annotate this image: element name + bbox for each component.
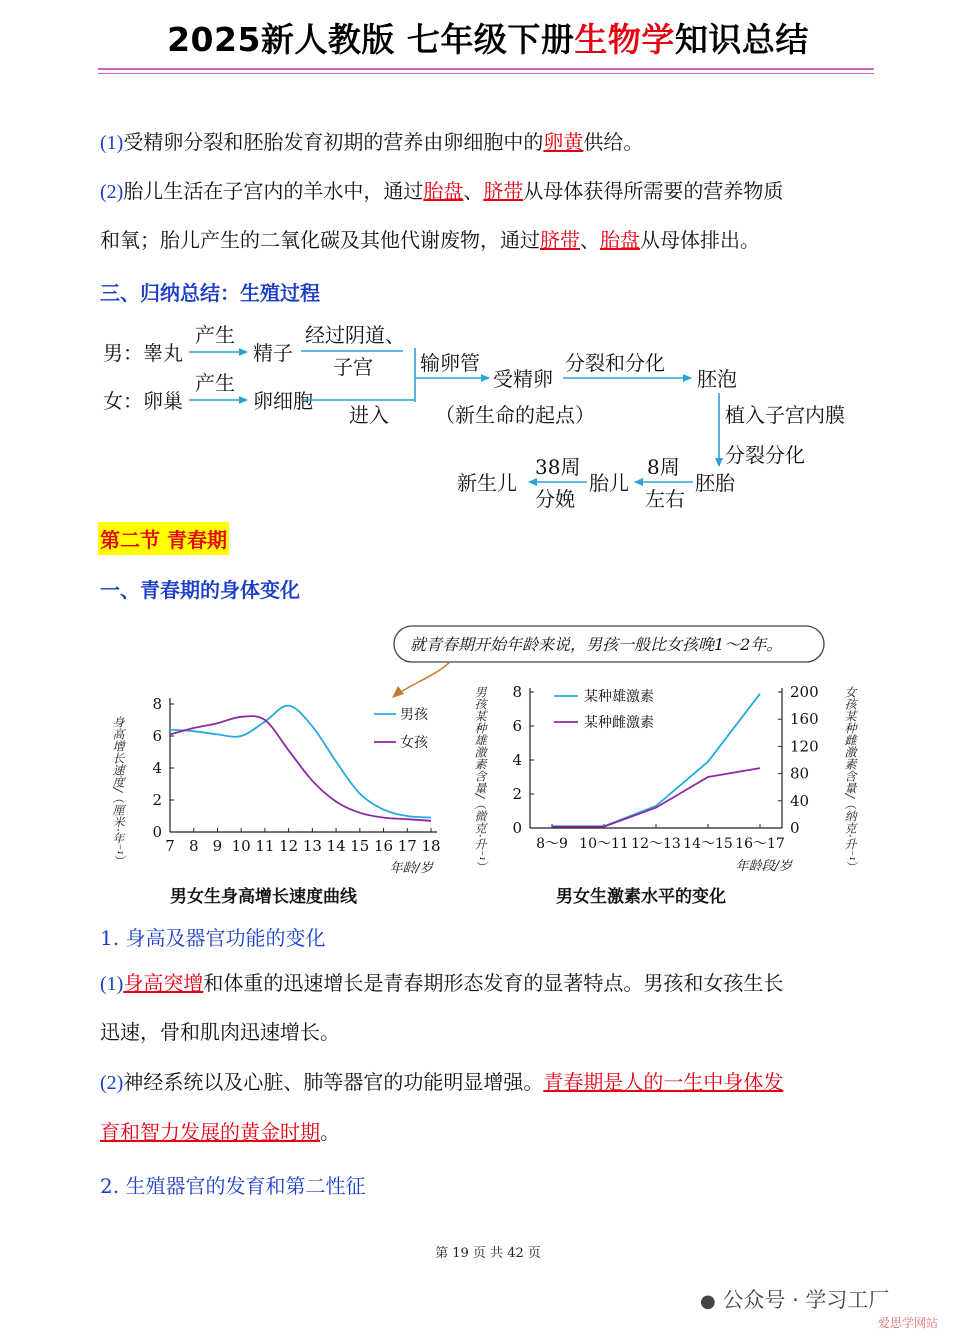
flow-enter: 进入: [349, 403, 389, 427]
flow-implant: 植入子宫内膜: [725, 403, 845, 427]
heading-height-organs: 1. 身高及器官功能的变化: [100, 926, 326, 950]
chart2-y-tick-label: 2: [512, 785, 522, 803]
chart1-caption: 男女生身高增长速度曲线: [170, 887, 357, 907]
paragraph-height-spurt-line1: (1)身高突增和体重的迅速增长是青春期形态发育的显著特点。男孩和女孩生长: [100, 971, 784, 995]
flow-newborn: 新生儿: [457, 471, 517, 495]
paragraph-height-spurt-line2: 迅速，骨和肌肉迅速增长。: [100, 1020, 340, 1044]
flow-produce-2: 产生: [195, 371, 235, 395]
chart2-y-tick-label: 0: [512, 819, 522, 837]
chart2-series-1: [552, 768, 760, 826]
flow-delivery: 分娩: [535, 487, 575, 511]
chart2-y-axis-label-right: 女孩某种雌激素含量/（纳克·升⁻¹）: [843, 686, 857, 874]
chart2-caption: 男女生激素水平的变化: [556, 887, 726, 907]
chart1-x-tick-label: 10: [231, 837, 251, 855]
watermark-site: 爱思学网站: [878, 1316, 939, 1330]
chart1-y-tick-label: 8: [152, 695, 162, 713]
chart2-series-0: [552, 694, 760, 827]
chart2-y-axis-label: 男孩某种雄激素含量/（微克·升⁻¹）: [473, 686, 487, 874]
charts: [98, 676, 878, 886]
title-rule-thin: [98, 73, 874, 74]
chart2-y-right-tick-label: 0: [790, 819, 800, 837]
chart1-x-tick-label: 18: [421, 837, 441, 855]
chart2-y-right-tick-label: 200: [790, 683, 819, 701]
chart2-legend-label: 某种雄激素: [584, 689, 654, 705]
chart2-y-right-tick-label: 120: [790, 737, 819, 756]
chart2-x-axis-label: 年龄段/岁: [735, 859, 792, 874]
chart1-x-tick-label: 16: [373, 837, 394, 855]
height-growth-chart: [109, 695, 441, 876]
flow-zygote: 受精卵: [493, 367, 553, 391]
flow-divide-diff: 分裂和分化: [565, 351, 665, 375]
page-footer: 第 19 页 共 42 页: [435, 1246, 541, 1261]
paragraph-placenta-line2: 和氧；胎儿产生的二氧化碳及其他代谢废物，通过脐带、胎盘从母体排出。: [100, 228, 760, 252]
answer-yolk: 卵黄: [543, 130, 584, 154]
chart2-x-tick-label: 14～15: [683, 836, 733, 852]
paragraph-placenta-line1: (2)胎儿生活在子宫内的羊水中，通过胎盘、脐带从母体获得所需要的营养物质: [100, 179, 784, 203]
chart2-x-tick-label: 10～11: [579, 836, 629, 852]
heading-reproductive-organs: 2. 生殖器官的发育和第二性征: [100, 1174, 366, 1198]
chart2-y-right-tick-label: 160: [790, 710, 819, 729]
heading-reproduction-summary: 三、归纳总结：生殖过程: [100, 281, 320, 305]
reproduction-flow-diagram: [95, 318, 885, 516]
paragraph-organs-line2: 育和智力发展的黄金时期。: [100, 1120, 340, 1144]
chart1-y-tick-label: 2: [152, 791, 162, 809]
chart2-y-tick-label: 4: [512, 751, 522, 769]
wechat-icon: ●: [700, 1291, 716, 1312]
chart1-x-tick-label: 13: [302, 837, 322, 855]
chart1-x-tick-label: 9: [212, 837, 223, 855]
heading-body-changes: 一、青春期的身体变化: [100, 578, 300, 602]
callout-text: 就青春期开始年龄来说，男孩一般比女孩晚1～2年。: [410, 635, 783, 654]
chart1-series-0: [170, 706, 431, 818]
chart1-x-tick-label: 15: [350, 837, 370, 855]
chart1-x-tick-label: 12: [279, 837, 299, 855]
chart1-x-axis-label: 年龄/岁: [389, 861, 433, 876]
chart1-y-tick-label: 0: [152, 823, 162, 841]
chart2-legend-label: 某种雌激素: [584, 715, 654, 731]
chart2-y-tick-label: 6: [512, 717, 522, 735]
chart1-legend-label: 女孩: [400, 735, 428, 751]
chart1-y-tick-label: 6: [152, 727, 162, 745]
flow-weeks-8: 8周: [647, 455, 680, 479]
chart2-x-tick-label: 12～13: [631, 836, 681, 852]
flow-male: 男：睾丸: [103, 341, 183, 365]
flow-female: 女：卵巢: [103, 389, 183, 413]
chart1-y-tick-label: 4: [152, 759, 162, 777]
chart2-y-right-tick-label: 40: [790, 791, 810, 810]
watermark: ● 公众号 · 学习工厂: [700, 1288, 890, 1312]
chart1-legend-label: 男孩: [400, 707, 428, 723]
flow-start-of-life: （新生命的起点）: [435, 403, 595, 427]
hormone-level-chart: [471, 683, 857, 874]
flow-about: 左右: [645, 487, 685, 511]
page-title: 2025新人教版 七年级下册生物学知识总结: [167, 20, 809, 59]
chart1-x-tick-label: 17: [397, 837, 417, 855]
flow-egg: 卵细胞: [253, 389, 313, 413]
flow-via-1: 经过阴道、: [305, 323, 405, 347]
chart2-y-right-tick-label: 80: [790, 764, 810, 783]
chart2-x-tick-label: 16～17: [735, 836, 785, 852]
flow-produce-1: 产生: [195, 323, 235, 347]
flow-fetus: 胎儿: [589, 471, 629, 495]
flow-sperm: 精子: [253, 341, 293, 365]
chart1-x-tick-label: 8: [188, 837, 199, 855]
flow-embryo: 胚胎: [695, 471, 735, 495]
section-puberty-title: 第二节 青春期: [98, 522, 229, 555]
flow-divide-diff-2: 分裂分化: [725, 443, 805, 467]
answer-height-spurt: 身高突增: [123, 971, 204, 995]
chart1-series-1: [170, 716, 431, 821]
chart1-x-tick-label: 7: [165, 837, 175, 855]
chart2-y-tick-label: 8: [512, 683, 522, 701]
flow-oviduct: 输卵管: [420, 351, 480, 375]
chart1-x-tick-label: 11: [255, 837, 275, 855]
flow-weeks-38: 38周: [535, 455, 581, 479]
chart1-x-tick-label: 14: [326, 837, 346, 855]
paragraph-yolk: (1)受精卵分裂和胚胎发育初期的营养由卵细胞中的卵黄供给。: [100, 130, 644, 154]
paragraph-organs-line1: (2)神经系统以及心脏、肺等器官的功能明显增强。青春期是人的一生中身体发: [100, 1070, 784, 1094]
title-rule: [98, 68, 874, 70]
flow-blastocyst: 胚泡: [697, 367, 737, 391]
chart1-y-axis-label: 身高增长速度/（厘米·年⁻¹）: [111, 716, 125, 868]
flow-via-2: 子宫: [333, 355, 373, 379]
chart2-x-tick-label: 8～9: [536, 836, 568, 852]
